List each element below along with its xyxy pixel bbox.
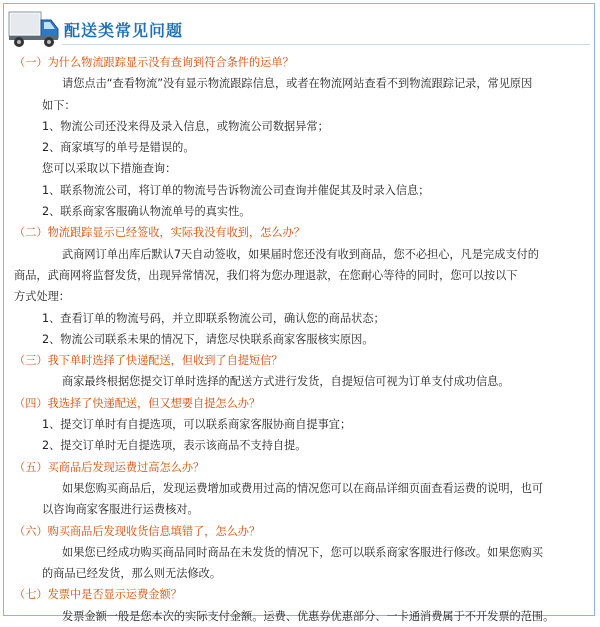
faq-item: [14, 393, 592, 457]
faq-question: （五）买商品后发现运费过高怎么办？: [14, 460, 205, 474]
faq-answer-line: 武商网订单出库后默认7天自动签收，如果届时您还没有收到商品，您不必担心，凡是完成支付的: [62, 247, 539, 261]
faq-answer-line: 2、联系商家客服确认物流单号的真实性。: [42, 205, 251, 219]
faq-answer-line: 1、物流公司还没来得及录入信息，或物流公司数据异常；: [42, 119, 329, 133]
divider: [62, 44, 590, 45]
faq-answer-line: 您可以采取以下措施查询：: [42, 162, 177, 176]
faq-answer-line: 2、物流公司联系未果的情况下，请您尽快联系商家客服核实原因。: [42, 332, 374, 346]
faq-item: [14, 457, 592, 521]
faq-question: （六）购买商品后发现收货信息填错了，怎么办？: [14, 524, 261, 538]
faq-list: [14, 52, 592, 627]
faq-answer-line: 的商品已经发货，那么则无法修改。: [42, 567, 222, 581]
faq-question: （二）物流跟踪显示已经签收，实际我没有收到，怎么办？: [14, 226, 305, 240]
faq-answer-line: 如果您已经成功购买商品同时商品在未发货的情况下，您可以联系商家客服进行修改。如果您购买: [62, 545, 544, 559]
faq-question: （四）我选择了快递配送，但又想要自提怎么办？: [14, 396, 261, 410]
faq-answer-line: 发票金额一般是您本次的实际支付金额。运费、优惠券优惠部分、一卡通消费属于不开发票的范围。: [62, 609, 555, 623]
faq-answer-line: 2、商家填写的单号是错误的。: [42, 141, 195, 155]
faq-answer-line: 请您点击“查看物流”没有显示物流跟踪信息，或者在物流网站查看不到物流跟踪记录，常见原因: [62, 77, 533, 91]
faq-question: （七）发票中是否显示运费金额？: [14, 588, 182, 602]
page-title: 配送类常见问题: [64, 21, 184, 40]
faq-item: [14, 350, 592, 393]
faq-item: [14, 521, 592, 585]
faq-answer-line: 1、提交订单时有自提选项，可以联系商家客服协商自提事宜；: [42, 418, 352, 432]
delivery-truck-icon: [8, 8, 60, 50]
faq-answer-line: 方式处理：: [14, 290, 70, 304]
faq-answer-line: 如果您购买商品后，发现运费增加或费用过高的情况您可以在商品详细页面查看运费的说明，也可: [62, 481, 544, 495]
faq-answer-line: 如下：: [42, 98, 76, 112]
header: [4, 4, 596, 54]
faq-answer-line: 以咨询商家客服进行运费核对。: [42, 503, 199, 517]
faq-item: [14, 222, 592, 350]
faq-answer-line: 商家最终根据您提交订单时选择的配送方式进行发货，自提短信可视为订单支付成功信息。: [62, 375, 510, 389]
faq-panel: [3, 3, 595, 623]
faq-item: [14, 52, 592, 222]
faq-answer-line: 2、提交订单时无自提选项，表示该商品不支持自提。: [42, 439, 307, 453]
faq-answer-line: 1、联系物流公司，将订单的物流号告诉物流公司查询并催促其及时录入信息；: [42, 183, 430, 197]
faq-question: （一）为什么物流跟踪显示没有查询到符合条件的运单？: [14, 56, 294, 69]
faq-answer-line: 1、查看订单的物流号码，并立即联系物流公司，确认您的商品状态；: [42, 311, 385, 325]
faq-answer-line: 商品，武商网将监督发货，出现异常情况，我们将为您办理退款，在您耐心等待的同时，您可以按以下: [14, 268, 518, 282]
faq-question: （三）我下单时选择了快递配送，但收到了自提短信？: [14, 354, 283, 368]
